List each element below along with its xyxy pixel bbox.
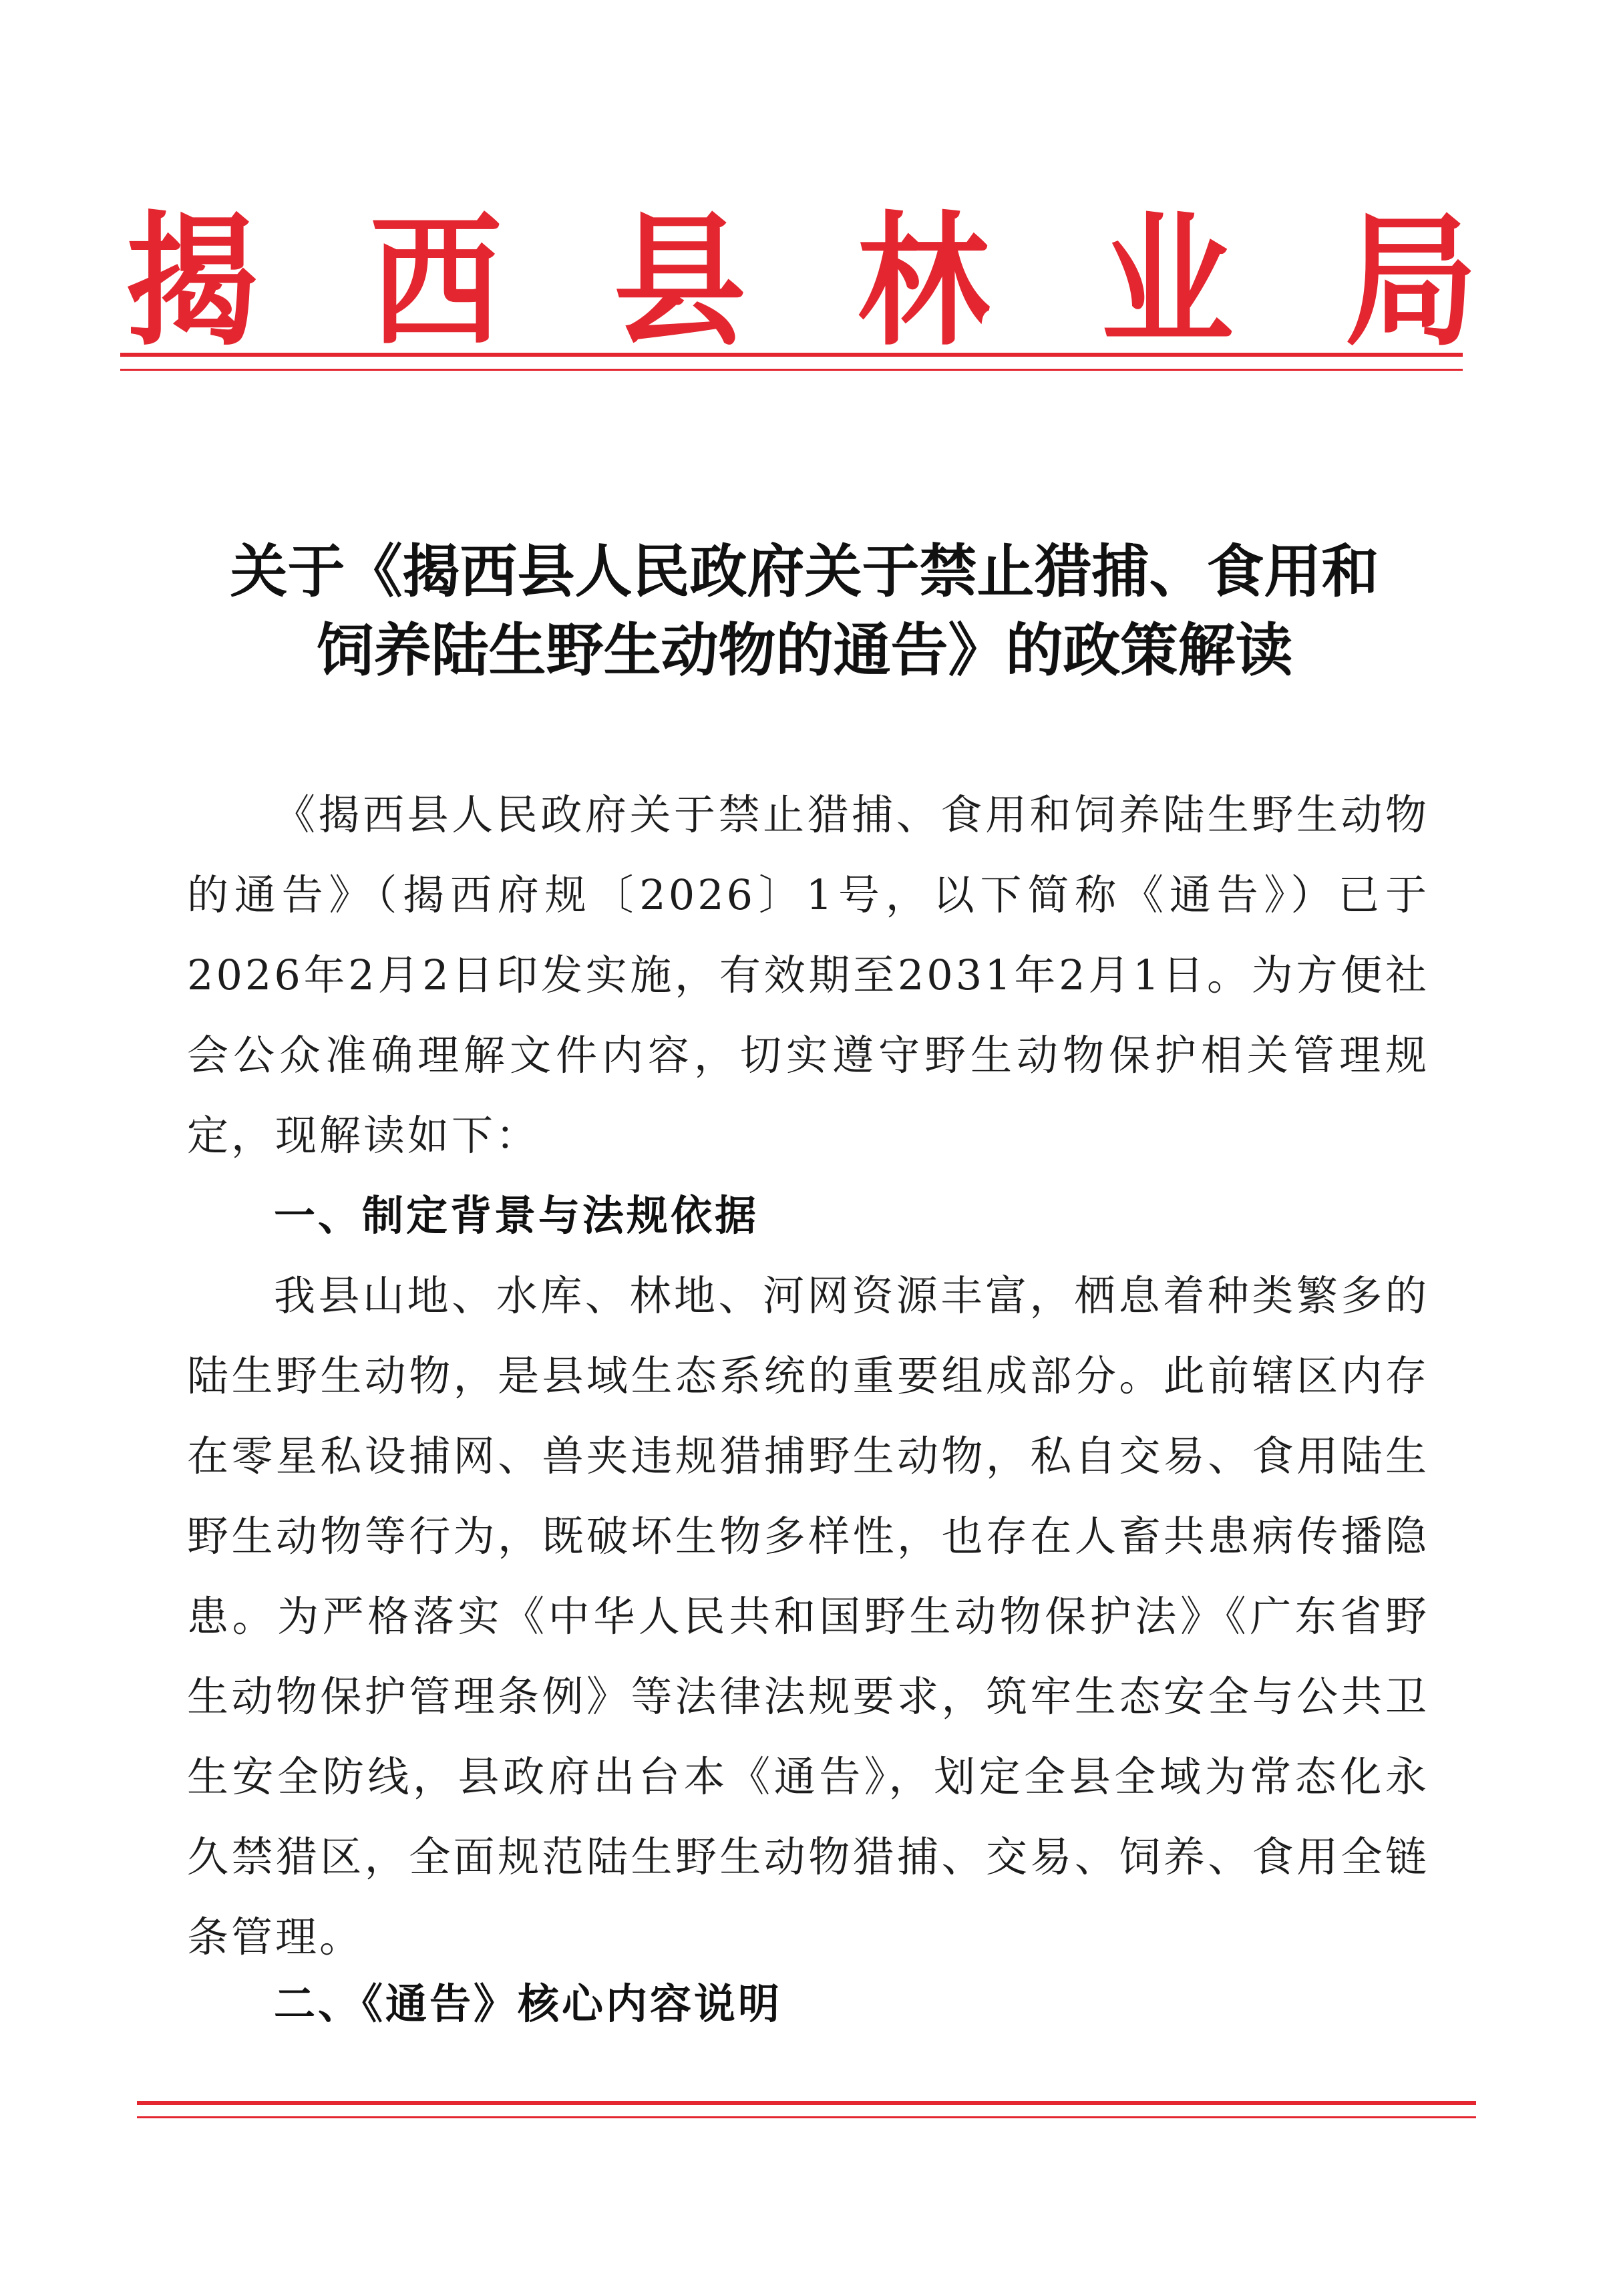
masthead-char-6: 局 (1345, 196, 1477, 365)
masthead-char-3: 县 (613, 196, 746, 365)
footer-rule-thin (137, 2116, 1476, 2118)
masthead-char-4: 林 (857, 196, 990, 365)
document-title-line-1: 关于《揭西县人民政府关于禁止猎捕、食用和 (230, 538, 1379, 605)
masthead-rule-thick (120, 353, 1463, 357)
masthead-char-5: 业 (1101, 196, 1234, 365)
masthead-char-2: 西 (369, 196, 502, 365)
document-title-line-2: 饲养陆生野生动物的通告》的政策解读 (316, 617, 1293, 684)
section-heading-2: 二、《通告》核心内容说明 (274, 1979, 783, 2028)
masthead (120, 196, 1483, 365)
section-heading-1: 一、制定背景与法规依据 (274, 1191, 759, 1240)
masthead-rule-thin (120, 369, 1463, 371)
section-1-paragraph: 我县山地、水库、林地、河网资源丰富，栖息着种类繁多的陆生野生动物，是县域生态系统的重要组成部分。此前辖区内存在零星私设捕网、兽夹违规猎捕野生动物，私自交易、食用陆生野生动物等行为，既破坏生物多样性，也存在人畜共患病传播隐患。为严格落实《中华人民共和国野生动物保护法》《广东省野生动物保护管理条例》等法律法规要求，筑牢生态安全与公共卫生安全防线，县政府出台本《通告》，划定全县全域为常态化永久禁猎区，全面规范陆生野生动物猎捕、交易、饲养、食用全链条管理。 (187, 1271, 1429, 1961)
footer-rule-thick (137, 2101, 1476, 2105)
masthead-char-1: 揭 (126, 196, 258, 365)
intro-paragraph: 《揭西县人民政府关于禁止猎捕、食用和饲养陆生野生动物的通告》（揭西府规〔2026〕1号，以下简称《通告》）已于2026年2月2日印发实施，有效期至2031年2月1日。为方便社会公众准确理解文件内容，切实遵守野生动物保护相关管理规定，现解读如下： (187, 790, 1429, 1160)
